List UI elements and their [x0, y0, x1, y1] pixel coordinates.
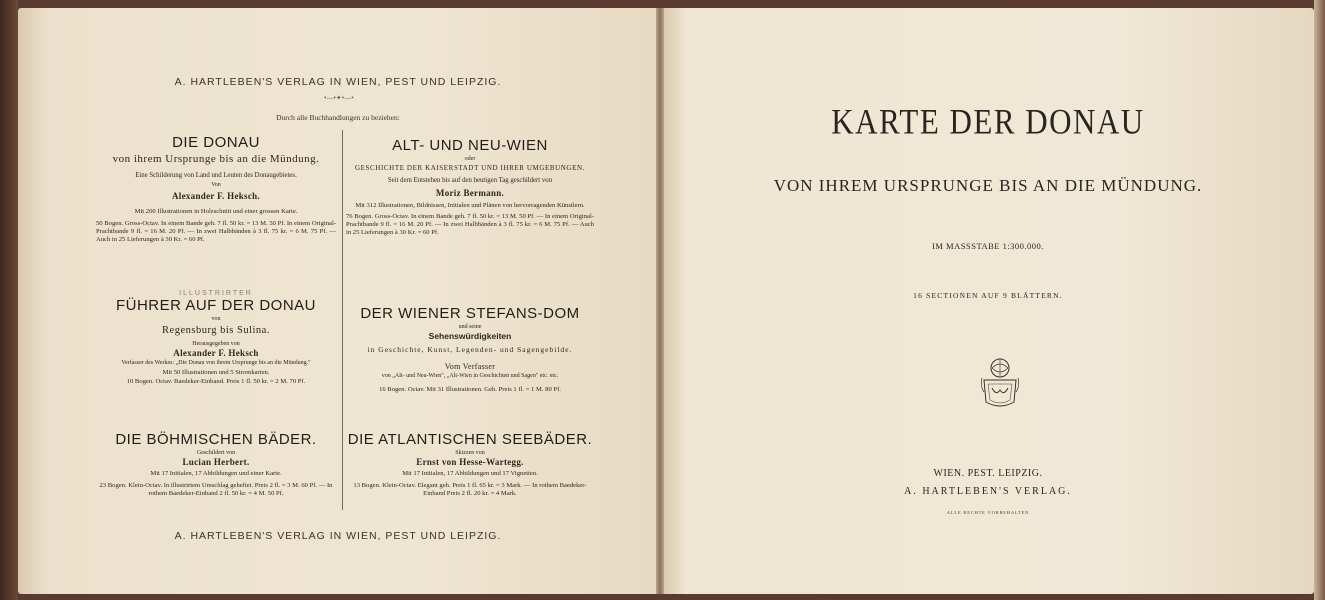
book-pricing: 76 Bogen. Gross-Octav. In einem Bande geh. 7 fl. 50 kr. = 13 M. 50 Pf. — In einem Original-Prachtbande 9 fl. = 16 M. 20 Pf. — In zwei Halbbänden à 3 fl. 75 kr. = 6 M. 75 Pf. — Auch in 25 Lieferungen à 30 Kr. = 60 Pf.: [346, 212, 594, 237]
book-subtitle: Regensburg bis Sulina.: [162, 325, 270, 336]
publisher-emblem-icon: [978, 356, 1022, 412]
intro-line: Durch alle Buchhandlungen zu beziehen:: [276, 113, 400, 122]
book-description: Seit dem Entstehen bis auf den heutigen Tag geschildert von: [387, 177, 553, 184]
book-illustrations: Mit 312 Illustrationen, Bildnissen, Initialen und Plänen von hervorragenden Künstlern.: [355, 201, 585, 209]
publisher-footer: A. HARTLEBEN'S VERLAG IN WIEN, PEST UND LEIPZIG.: [174, 530, 502, 542]
book-editor-line: Herausgegeben von: [192, 341, 240, 347]
book-ad-atlantische-seebaeder: [346, 431, 594, 499]
book-pricing: 50 Bogen. Gross-Octav. In einem Bande geh. 7 fl. 50 kr. = 13 M. 50 Pf. In einem Original-Prachtbande 9 fl. = 16 M. 20 Pf. — In zwei Halbbänden à 3 fl. 75 kr. = 6 M. 75 Pf. — Auch in 25 Lieferungen à 30 Kr. = 60 Pf.: [96, 219, 336, 244]
book-by: Skizzen von: [455, 450, 485, 456]
map-sections: 16 SECTIONEN AUF 9 BLÄTTERN.: [913, 291, 1063, 300]
book-pricing: 10 Bogen. Octav. Baedeker-Einband. Preis 1 fl. 50 kr. = 2 M. 70 Pf.: [126, 378, 306, 386]
book-author: Alexander F. Heksch.: [171, 190, 260, 201]
book-subtitle: von ihrem Ursprunge bis an die Mündung.: [112, 153, 320, 165]
book-ad-boehmische-baeder: [96, 431, 336, 499]
book-cover-right-edge: [1314, 0, 1325, 600]
book-description: Eine Schilderung von Land und Leuten des Donaugebietes.: [135, 172, 297, 179]
book-by: Geschildert von: [196, 450, 236, 456]
publisher-name: A. HARTLEBEN'S VERLAG.: [904, 486, 1072, 497]
book-title: DIE DONAU: [172, 134, 260, 151]
book-ad-fuehrer-auf-der-donau: [96, 290, 336, 386]
column-divider: [342, 130, 343, 510]
book-ad-alt-und-neu-wien: [346, 137, 594, 237]
book-prefix: ILLUSTRIRTER: [179, 290, 253, 297]
book-ad-wiener-stefans-dom: [346, 305, 594, 394]
book-cover-left-edge: [0, 0, 18, 600]
publisher-header: A. HARTLEBEN'S VERLAG IN WIEN, PEST UND LEIPZIG.: [174, 76, 502, 88]
book-author: Alexander F. Heksch: [173, 348, 259, 358]
book-author-note: von „Alt- und Neu-Wien", „Alt-Wien in Geschichten und Sagen" etc. etc.: [381, 373, 559, 379]
book-title: DIE BÖHMISCHEN BÄDER.: [115, 431, 317, 448]
ornament-divider: •—•✦•—•: [324, 94, 354, 102]
book-title: DER WIENER STEFANS-DOM: [360, 305, 580, 322]
book-author: Ernst von Hesse-Wartegg.: [416, 457, 524, 467]
book-title: FÜHRER AUF DER DONAU: [115, 297, 316, 314]
book-pricing: 23 Bogen. Klein-Octav. In illustrirtem Umschlag geheftet. Preis 2 fl. = 3 M. 60 Pf. — In rothem Baedeker-Einband 2 fl. 50 kr. = 4 M. 50 Pf.: [99, 482, 333, 498]
book-author: Moriz Bermann.: [435, 187, 505, 198]
book-illustrations: Mit 50 Illustrationen und 5 Stromkarten.: [162, 369, 270, 376]
book-title: ALT- UND NEU-WIEN: [392, 137, 548, 154]
book-author: Lucian Herbert.: [182, 457, 250, 467]
book-connector: von: [211, 316, 221, 322]
book-ad-die-donau: [96, 134, 336, 244]
book-subtitle: Sehenswürdigkeiten: [428, 331, 512, 341]
book-subtitle: GESCHICHTE DER KAISERSTADT UND IHRER UMGEBUNGEN.: [355, 164, 585, 172]
book-description: in Geschichte, Kunst, Legenden- und Sagengebilde.: [367, 345, 573, 354]
book-pricing: 16 Bogen. Octav. Mit 31 Illustrationen. Geh. Preis 1 fl. = 1 M. 80 Pf.: [379, 386, 561, 393]
book-author-note: Verfasser des Werkes: „Die Donau von ihrem Ursprunge bis an die Mündung.": [121, 360, 311, 366]
book-by: Von: [211, 181, 221, 188]
book-illustrations: Mit 17 Initialen, 17 Abbildungen und 17 Vignetten.: [402, 470, 538, 477]
book-pricing: 13 Bogen. Klein-Octav. Elegant geh. Preis 1 fl. 65 kr. = 3 Mark. — In rothem Baedeker-Einband Preis 2 fl. 20 kr. = 4 Mark.: [353, 482, 587, 498]
map-title: KARTE DER DONAU: [831, 101, 1145, 142]
map-subtitle: VON IHREM URSPRUNGE BIS AN DIE MÜNDUNG.: [773, 176, 1203, 195]
book-connector: und seine: [458, 324, 482, 330]
book-title: DIE ATLANTISCHEN SEEBÄDER.: [347, 431, 593, 448]
book-illustrations: Mit 17 Initialen, 17 Abbildungen und einer Karte.: [150, 470, 282, 477]
book-author: Vom Verfasser: [444, 362, 496, 371]
right-page: [662, 8, 1314, 594]
book-connector: oder: [464, 156, 476, 162]
publisher-cities: WIEN. PEST. LEIPZIG.: [933, 468, 1043, 479]
book-illustrations: Mit 200 Illustrationen in Holzschnitt und einer grossen Karte.: [134, 207, 298, 215]
rights-notice: ALLE RECHTE VORBEHALTEN: [946, 510, 1030, 515]
map-scale: IM MASSSTABE 1:300.000.: [932, 241, 1044, 251]
